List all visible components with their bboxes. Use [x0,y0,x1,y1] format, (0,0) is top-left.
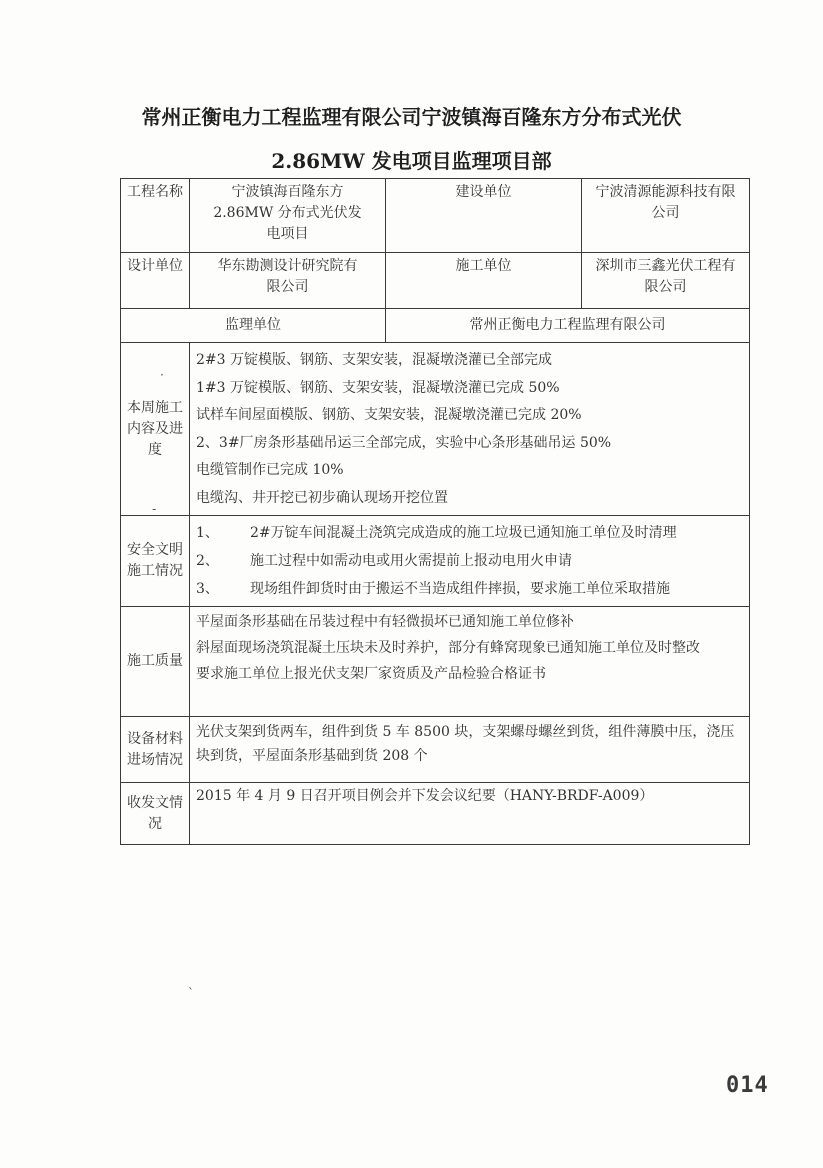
page-number: 014 [726,1073,769,1098]
project-name-line: 宁波镇海百隆东方 [231,184,344,200]
scan-speck: - [152,502,157,516]
row-documents [121,783,750,845]
materials-content: 光伏支架到货两车，组件到货 5 车 8500 块，支架螺母螺丝到货，组件薄膜中压，浇压块到货，平屋面条形基础到货 208 个 [190,717,750,783]
supervision-label: 监理单位 [121,309,386,343]
safety-item [196,519,743,547]
row-materials [121,717,750,783]
safety-item-text: 现场组件卸货时由于搬运不当造成组件摔损，要求施工单位采取措施 [250,581,670,597]
quality-content [190,607,750,717]
design-value [190,253,386,309]
scan-speck: · [160,368,164,382]
progress-line: 试样车间屋面模版、钢筋、支架安装，混凝墩浇灌已完成 20% [196,407,582,423]
documents-label: 收发文情况 [121,783,190,845]
progress-label: 本周施工内容及进度 [121,343,190,516]
construction-line: 限公司 [644,279,687,295]
progress-line: 2、3#厂房条形基础吊运三全部完成，实验中心条形基础吊运 50% [196,434,612,451]
document-title-line1: 常州正衡电力工程监理有限公司宁波镇海百隆东方分布式光伏 [141,105,682,129]
safety-item-text: 2#万锭车间混凝土浇筑完成造成的施工垃圾已通知施工单位及时清理 [250,525,677,541]
safety-item-number: 1、 [196,525,219,541]
project-name-line: 2.86MW 分布式光伏发 [213,205,362,221]
owner-value [582,179,750,253]
materials-label: 设备材料进场情况 [121,717,190,783]
row-design-construction [121,253,750,309]
progress-line: 电缆管制作已完成 10% [196,462,344,478]
row-safety [121,516,750,607]
row-supervision [121,309,750,343]
safety-item-number: 3、 [196,581,219,597]
document-title-line2: 2.86MW 发电项目监理项目部 [271,149,552,173]
project-name-value [190,179,386,253]
scan-speck: ` [188,986,194,1000]
owner-label: 建设单位 [386,179,582,253]
design-line: 华东勘测设计研究院有 [217,258,358,274]
project-name-label: 工程名称 [121,179,190,253]
safety-item-number: 2、 [196,553,219,569]
safety-label: 安全文明施工情况 [121,516,190,607]
safety-content [190,516,750,607]
quality-line: 要求施工单位上报光伏支架厂家资质及产品检验合格证书 [196,666,546,682]
owner-line: 公司 [651,205,680,221]
supervision-value: 常州正衡电力工程监理有限公司 [386,309,750,343]
row-project-name [121,179,750,253]
construction-line: 深圳市三鑫光伏工程有 [595,258,736,274]
construction-value [582,253,750,309]
design-line: 限公司 [266,279,309,295]
owner-line: 宁波清源能源科技有限 [595,184,736,200]
safety-item [196,547,743,575]
design-label: 设计单位 [121,253,190,309]
quality-label: 施工质量 [121,607,190,717]
construction-label: 施工单位 [386,253,582,309]
progress-content [190,343,750,516]
project-name-line: 电项目 [266,226,309,242]
progress-line: 2#3 万锭模版、钢筋、支架安装，混凝墩浇灌已全部完成 [196,352,552,368]
safety-item-text: 施工过程中如需动电或用火需提前上报动电用火申请 [250,553,572,569]
row-quality [121,607,750,717]
documents-content: 2015 年 4 月 9 日召开项目例会并下发会议纪要（HANY-BRDF-A009） [190,783,750,845]
quality-line: 斜屋面现场浇筑混凝土压块未及时养护，部分有蜂窝现象已通知施工单位及时整改 [196,640,700,656]
progress-line: 1#3 万锭模版、钢筋、支架安装，混凝墩浇灌已完成 50% [196,379,560,396]
weekly-report-table [120,178,750,845]
progress-line: 电缆沟、井开挖已初步确认现场开挖位置 [196,489,448,506]
quality-line: 平屋面条形基础在吊装过程中有轻微损坏已通知施工单位修补 [196,614,574,630]
safety-item [196,575,743,603]
row-progress [121,343,750,516]
